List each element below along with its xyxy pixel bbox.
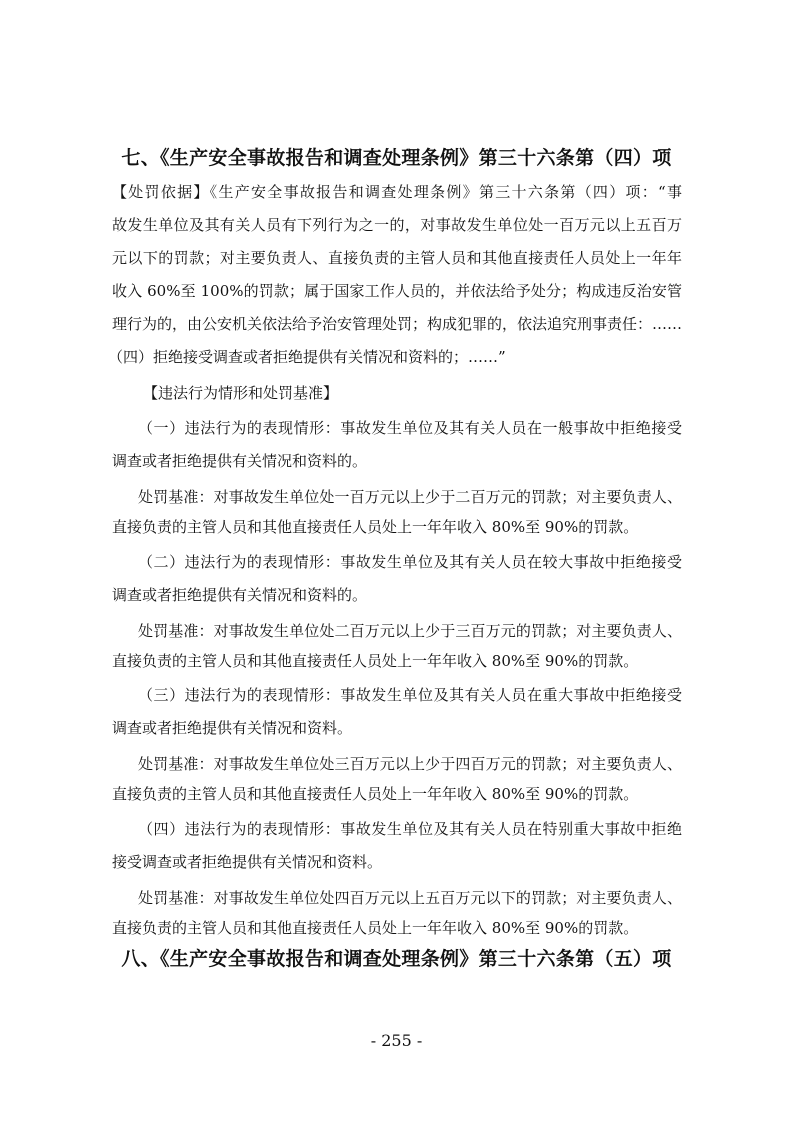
penalty-basis-line: 元以下的罚款；对主要负责人、直接负责的主管人员和其他直接责任人员处上一年年: [112, 249, 682, 267]
situation-line: （四）违法行为的表现情形：事故发生单位及其有关人员在特别重大事故中拒绝: [138, 820, 682, 838]
situation-line: （二）违法行为的表现情形：事故发生单位及其有关人员在较大事故中拒绝接受: [138, 553, 682, 571]
penalty-basis-line: 理行为的，由公安机关依法给予治安管理处罚；构成犯罪的，依法追究刑事责任：……: [112, 315, 683, 333]
page-number: - 255 -: [370, 1031, 423, 1050]
situation-line: 调查或者拒绝提供有关情况和资料的。: [112, 452, 368, 470]
penalty-standard-line: 直接负责的主管人员和其他直接责任人员处上一年年收入 80%至 90%的罚款。: [112, 919, 639, 937]
situation-line: （一）违法行为的表现情形：事故发生单位及其有关人员在一般事故中拒绝接受: [138, 419, 682, 437]
penalty-standard-line: 直接负责的主管人员和其他直接责任人员处上一年年收入 80%至 90%的罚款。: [112, 785, 639, 803]
penalty-basis-line: 故发生单位及其有关人员有下列行为之一的，对事故发生单位处一百万元以上五百万: [112, 216, 682, 234]
section-7-heading: 七、《生产安全事故报告和调查处理条例》第三十六条第（四）项: [121, 147, 672, 169]
section-8-heading: 八、《生产安全事故报告和调查处理条例》第三十六条第（五）项: [121, 948, 672, 970]
situation-line: 调查或者拒绝提供有关情况和资料。: [112, 719, 353, 737]
situation-line: （三）违法行为的表现情形：事故发生单位及其有关人员在重大事故中拒绝接受: [138, 686, 682, 704]
penalty-standard-line: 直接负责的主管人员和其他直接责任人员处上一年年收入 80%至 90%的罚款。: [112, 518, 639, 536]
situation-line: 调查或者拒绝提供有关情况和资料的。: [112, 586, 368, 604]
situation-line: 接受调查或者拒绝提供有关情况和资料。: [112, 853, 383, 871]
penalty-standard-line: 处罚基准：对事故发生单位处一百万元以上少于二百万元的罚款；对主要负责人、: [138, 488, 682, 506]
penalty-standard-line: 处罚基准：对事故发生单位处二百万元以上少于三百万元的罚款；对主要负责人、: [138, 622, 682, 640]
penalty-basis-line: 【处罚依据】《生产安全事故报告和调查处理条例》第三十六条第（四）项：“事: [112, 183, 682, 201]
penalty-standard-line: 直接负责的主管人员和其他直接责任人员处上一年年收入 80%至 90%的罚款。: [112, 652, 639, 670]
penalty-basis-line: 收入 60%至 100%的罚款；属于国家工作人员的，并依法给予处分；构成违反治安管: [112, 282, 682, 300]
penalty-standard-line: 处罚基准：对事故发生单位处三百万元以上少于四百万元的罚款；对主要负责人、: [138, 755, 682, 773]
penalty-basis-line: （四）拒绝接受调查或者拒绝提供有关情况和资料的；……”: [108, 348, 506, 366]
penalty-standard-line: 处罚基准：对事故发生单位处四百万元以上五百万元以下的罚款；对主要负责人、: [138, 889, 682, 907]
criteria-heading: 【违法行为情形和处罚基准】: [143, 384, 339, 402]
